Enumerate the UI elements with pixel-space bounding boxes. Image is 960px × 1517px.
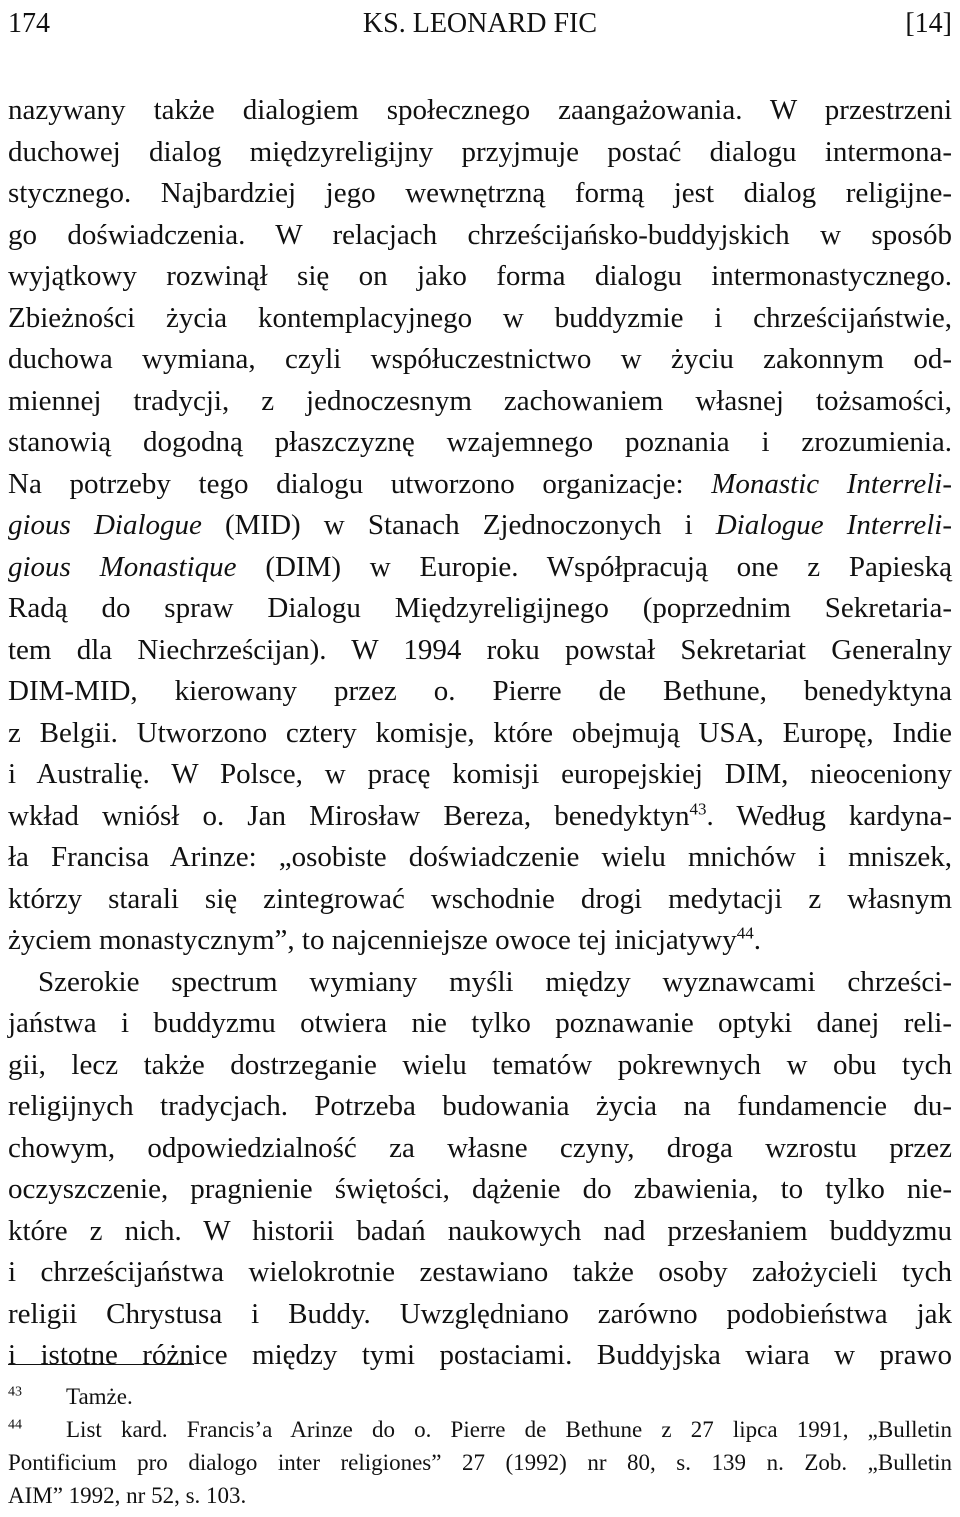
body-text xyxy=(8,90,952,1377)
italic-title: Dialogue Interreli- xyxy=(715,509,952,541)
text-line: religii Chrystusa i Buddy. Uwzględniano zarówno podobieństwa jak xyxy=(8,1297,952,1330)
italic-title: gious Monastique xyxy=(8,550,237,583)
text-line: wyjątkowy rozwinął się on jako forma dialogu intermonastycznego. xyxy=(8,260,952,292)
text-run: życiem monastycznym”, to najcenniejsze owoce tej inicjatywy xyxy=(8,924,737,956)
text-line: go doświadczenia. W relacjach chrześcijańsko-buddyjskich w sposób xyxy=(8,218,952,251)
text-line: Zbieżności życia kontemplacyjnego w buddyzmie i chrześcijaństwie, xyxy=(8,301,952,334)
footnote-separator xyxy=(8,1364,194,1365)
italic-title: Monastic Interreli- xyxy=(711,467,952,500)
text-line: nazywany także dialogiem społecznego zaangażowania. W przestrzeni xyxy=(8,94,952,126)
text-line: które z nich. W historii badań naukowych nad przesłaniem buddyzmu xyxy=(8,1214,952,1247)
text-line: tem dla Niechrześcijan). W 1994 roku powstał Sekretariat Generalny xyxy=(8,633,952,666)
page-number: 174 xyxy=(8,8,50,39)
text-line xyxy=(8,796,952,838)
text-line xyxy=(8,920,952,962)
text-run: Szerokie spectrum wymiany myśli między wyznawcami chrześci- xyxy=(38,965,952,998)
text-line: i chrześcijaństwa wielokrotnie zestawiano także osoby założycieli tych xyxy=(8,1256,952,1288)
text-line: stycznego. Najbardziej jego wewnętrzną formą jest dialog religijne- xyxy=(8,177,952,209)
text-run: . xyxy=(753,924,762,956)
text-line xyxy=(8,962,952,1004)
text-line: duchowa wymiana, czyli współuczestnictwo w życiu zakonnym od- xyxy=(8,343,952,375)
text-line: z Belgii. Utworzono cztery komisje, które obejmują USA, Europę, Indie xyxy=(8,716,952,749)
text-line xyxy=(8,505,952,547)
text-line: jaństwa i buddyzmu otwiera nie tylko poznawanie optyki danej reli- xyxy=(8,1007,952,1039)
text-line: chowym, odpowiedzialność za własne czyny, droga wzrostu przez xyxy=(8,1131,952,1164)
text-line: którzy starali się zintegrować wschodnie drogi medytacji z własnym xyxy=(8,882,952,915)
text-run: . Według kardyna- xyxy=(706,799,952,832)
footnote-ref-43[interactable]: 43 xyxy=(689,798,707,818)
text-line: stanowią dogodną płaszczyznę wzajemnego poznania i zrozumienia. xyxy=(8,426,952,458)
text-run: Na potrzeby tego dialogu utworzono organizacje: xyxy=(8,467,712,500)
text-run: wkład wniósł o. Jan Mirosław Bereza, benedyktyn xyxy=(8,799,690,832)
text-line: i istotne różnice między tymi postaciami. Buddyjska wiara w prawo xyxy=(8,1339,952,1371)
page-header xyxy=(8,4,952,44)
footnote-number: 43 xyxy=(8,1384,22,1400)
footnote-text: Tamże. xyxy=(66,1384,133,1409)
text-run: (DIM) w Europie. Współpracują one z Papieską xyxy=(236,550,952,583)
text-run: (MID) w Stanach Zjednoczonych i xyxy=(201,509,716,541)
footnote-44-cont: Pontificium pro dialogo inter religiones” 27 (1992) nr 80, s. 139 n. Zob. „Bulletin xyxy=(8,1450,952,1475)
text-line: ła Francisa Arinze: „osobiste doświadczenie wielu mnichów i mniszek, xyxy=(8,841,952,873)
text-line: DIM-MID, kierowany przez o. Pierre de Bethune, benedyktyna xyxy=(8,675,952,707)
running-title: KS. LEONARD FIC xyxy=(362,8,598,39)
text-line: miennej tradycji, z jednoczesnym zachowaniem własnej tożsamości, xyxy=(8,384,952,417)
text-line xyxy=(8,547,952,589)
text-line xyxy=(8,464,952,506)
footnote-44 xyxy=(8,1413,952,1446)
italic-title: gious Dialogue xyxy=(8,509,202,541)
text-line: Radą do spraw Dialogu Międzyreligijnego (poprzednim Sekretaria- xyxy=(8,592,952,624)
footnote-44-cont: AIM” 1992, nr 52, s. 103. xyxy=(8,1483,247,1508)
section-number: [14] xyxy=(905,8,952,39)
footnote-43 xyxy=(8,1380,952,1413)
text-line: duchowej dialog międzyreligijny przyjmuje postać dialogu intermona- xyxy=(8,135,952,168)
text-line: oczyszczenie, pragnienie świętości, dążenie do zbawienia, to tylko nie- xyxy=(8,1173,952,1205)
text-line: gii, lecz także dostrzeganie wielu tematów pokrewnych w obu tych xyxy=(8,1048,952,1081)
footnote-ref-44[interactable]: 44 xyxy=(736,923,754,943)
footnotes xyxy=(8,1380,952,1512)
text-line: i Australię. W Polsce, w pracę komisji europejskiej DIM, nieoceniony xyxy=(8,758,952,790)
footnote-number: 44 xyxy=(8,1417,22,1433)
text-line: religijnych tradycjach. Potrzeba budowania życia na fundamencie du- xyxy=(8,1090,952,1122)
footnote-text: List kard. Francis’a Arinze do o. Pierre de Bethune z 27 lipca 1991, „Bulletin xyxy=(66,1417,952,1442)
